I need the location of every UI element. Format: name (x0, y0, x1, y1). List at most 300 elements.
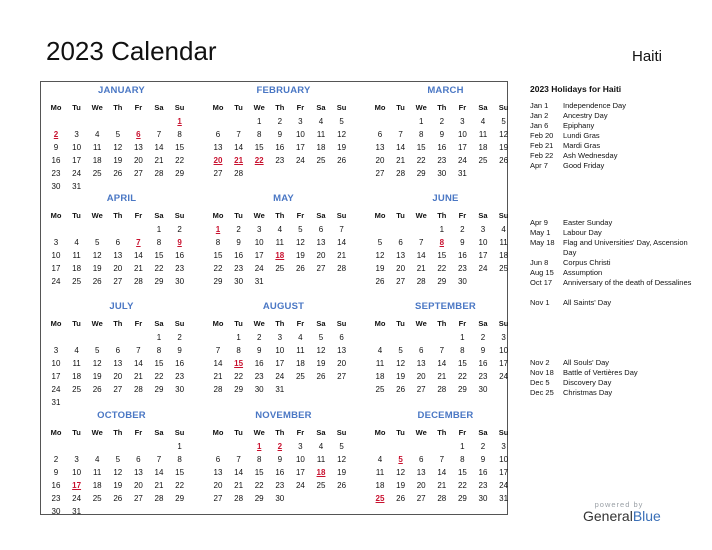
calendar-day: 25 (92, 169, 102, 178)
calendar-day: 23 (51, 169, 61, 178)
weekday-header: Mo (374, 428, 386, 437)
calendar-day: 2 (177, 333, 182, 342)
powered-by-text: powered by (594, 500, 644, 509)
calendar-day: 24 (275, 372, 285, 381)
weekday-header: We (415, 428, 427, 437)
calendar-day: 23 (254, 372, 264, 381)
calendar-day: 28 (234, 169, 244, 178)
weekday-header: Sa (478, 319, 488, 328)
calendar-day: 9 (460, 238, 465, 247)
holiday-date-text: Feb 22 (530, 151, 554, 160)
weekday-header: Th (437, 319, 447, 328)
holidays-title: 2023 Holidays for Haiti (530, 84, 622, 94)
holiday-date: 1 (177, 117, 182, 126)
weekday-header: We (253, 103, 265, 112)
weekday-header: Fr (134, 319, 143, 328)
calendar-day: 31 (499, 494, 509, 503)
month-december (371, 410, 520, 518)
calendar-day: 13 (396, 251, 406, 260)
calendar-day: 7 (156, 455, 162, 464)
calendar-day: 5 (115, 130, 121, 139)
calendar-day: 5 (377, 238, 383, 247)
calendar-day: 7 (156, 130, 162, 139)
weekday-header: Th (437, 211, 447, 220)
calendar-day: 10 (51, 251, 61, 260)
calendar-day: 23 (457, 264, 467, 273)
calendar-day: 7 (398, 130, 403, 139)
weekday-header: Fr (296, 211, 305, 220)
weekday-header: Fr (458, 103, 467, 112)
calendar-day: 14 (213, 359, 223, 368)
calendar-day: 21 (154, 481, 164, 490)
calendar-day: 2 (277, 117, 283, 126)
calendar-day: 28 (396, 169, 406, 178)
calendar-day: 6 (136, 455, 141, 464)
calendar-day: 19 (337, 143, 347, 152)
calendar-day: 3 (256, 225, 262, 234)
holiday-date: 18 (316, 468, 326, 477)
holiday-item (530, 161, 700, 171)
holiday-date: 18 (275, 251, 285, 260)
calendar-day: 1 (439, 225, 445, 234)
calendar-day: 8 (156, 238, 162, 247)
calendar-day: 24 (499, 372, 509, 381)
calendar-day: 23 (51, 494, 61, 503)
month-january (47, 85, 196, 193)
calendar-day: 4 (377, 455, 383, 464)
calendar-day: 18 (92, 481, 102, 490)
calendar-day: 28 (154, 494, 164, 503)
weekday-header: Su (174, 319, 185, 328)
calendar-day: 11 (72, 251, 81, 260)
holiday-name: All Saints' Day (563, 298, 612, 307)
calendar-day: 17 (457, 143, 467, 152)
calendar-day: 21 (234, 481, 244, 490)
holiday-name: Lundi Gras (563, 131, 600, 140)
weekday-header: We (415, 319, 427, 328)
holiday-name: Discovery Day (563, 378, 612, 387)
calendar-day: 19 (92, 372, 102, 381)
calendar-day: 17 (51, 264, 61, 273)
month-name: DECEMBER (417, 410, 474, 421)
calendar-day: 30 (234, 277, 244, 286)
calendar-day: 16 (457, 251, 467, 260)
weekday-header: We (91, 211, 103, 220)
calendar-day: 6 (318, 225, 324, 234)
weekday-header: Su (336, 211, 347, 220)
calendar-day: 10 (51, 359, 61, 368)
holiday-item (530, 121, 700, 131)
calendar-day: 9 (53, 468, 59, 477)
calendar-day: 13 (133, 143, 143, 152)
calendar-day: 11 (72, 359, 81, 368)
calendar-day: 26 (92, 277, 102, 286)
weekday-header: We (253, 319, 265, 328)
weekday-header: Th (113, 103, 123, 112)
weekday-header: Sa (478, 211, 488, 220)
calendar-day: 6 (339, 333, 344, 342)
calendar-day: 8 (215, 238, 221, 247)
month-name: MARCH (427, 85, 464, 96)
calendar-day: 4 (94, 455, 100, 464)
calendar-day: 16 (478, 359, 488, 368)
weekday-header: Tu (72, 211, 81, 220)
holiday-date-text: Oct 17 (530, 278, 553, 287)
calendar-day: 19 (375, 264, 385, 273)
calendar-day: 10 (478, 238, 488, 247)
calendar-day: 27 (337, 372, 347, 381)
calendar-day: 16 (437, 143, 447, 152)
calendar-day: 8 (460, 346, 465, 355)
calendar-day: 26 (396, 494, 406, 503)
calendar-day: 21 (133, 264, 143, 273)
calendar-day: 11 (296, 346, 305, 355)
month-name: JUNE (432, 193, 459, 204)
calendar-day: 4 (74, 238, 79, 247)
calendar-day: 9 (53, 143, 59, 152)
weekday-header: Tu (396, 428, 405, 437)
holiday-date-text: Apr 9 (530, 218, 548, 227)
holiday-date-text: Nov 2 (530, 358, 550, 367)
calendar-day: 13 (213, 143, 223, 152)
calendar-day: 17 (254, 251, 264, 260)
calendar-day: 4 (480, 117, 486, 126)
weekday-header: Mo (212, 103, 224, 112)
calendar-day: 11 (93, 468, 102, 477)
calendar-day: 14 (416, 251, 426, 260)
calendar-day: 24 (478, 264, 488, 273)
month-name: SEPTEMBER (415, 301, 476, 312)
calendar-day: 26 (337, 481, 347, 490)
calendar-day: 1 (418, 117, 424, 126)
calendar-day: 4 (318, 442, 324, 451)
holiday-date: 15 (234, 359, 244, 368)
calendar-day: 30 (175, 385, 185, 394)
calendar-day: 19 (113, 156, 123, 165)
calendar-day: 22 (234, 372, 244, 381)
calendar-day: 6 (115, 238, 121, 247)
month-name: APRIL (106, 193, 137, 204)
weekday-header: We (253, 211, 265, 220)
calendar-day: 15 (254, 143, 264, 152)
calendar-day: 1 (236, 333, 241, 342)
calendar-day: 26 (113, 169, 123, 178)
calendar-day: 1 (156, 225, 162, 234)
month-september (371, 301, 520, 409)
calendar-day: 5 (318, 333, 324, 342)
holiday-item (530, 298, 700, 308)
holiday-date: 5 (398, 455, 403, 464)
calendar-day: 21 (437, 481, 447, 490)
calendar-day: 11 (499, 238, 508, 247)
calendar-day: 17 (295, 468, 305, 477)
calendar-day: 20 (416, 481, 426, 490)
holiday-name: Good Friday (563, 161, 605, 170)
month-march (371, 85, 520, 193)
holiday-item (530, 258, 700, 268)
page-title: 2023 Calendar (46, 36, 217, 66)
holiday-name: Christmas Day (563, 388, 613, 397)
weekday-header: Th (275, 428, 285, 437)
calendar-day: 4 (277, 225, 283, 234)
calendar-day: 8 (418, 130, 424, 139)
holiday-date: 2 (277, 442, 283, 451)
calendar-day: 21 (154, 156, 164, 165)
calendar-day: 4 (501, 225, 506, 234)
holiday-item (530, 378, 700, 388)
calendar-day: 27 (375, 169, 385, 178)
calendar-day: 13 (416, 359, 426, 368)
calendar-day: 18 (316, 143, 326, 152)
calendar-day: 5 (501, 117, 506, 126)
calendar-day: 27 (113, 385, 123, 394)
calendar-day: 8 (236, 346, 241, 355)
calendar-day: 7 (439, 455, 445, 464)
calendar-day: 26 (396, 385, 406, 394)
calendar-day: 28 (416, 277, 426, 286)
calendar-day: 5 (398, 346, 403, 355)
holiday-name: Assumption (563, 268, 603, 277)
calendar-day: 29 (416, 169, 426, 178)
weekday-header: Su (174, 428, 185, 437)
calendar-day: 28 (437, 494, 447, 503)
calendar-day: 20 (133, 156, 143, 165)
calendar-day: 8 (256, 455, 262, 464)
calendar-day: 1 (256, 117, 262, 126)
calendar-day: 3 (277, 333, 283, 342)
month-august (209, 301, 358, 409)
calendar-day: 19 (337, 468, 347, 477)
month-october (47, 410, 196, 518)
calendar-day: 14 (234, 143, 244, 152)
weekday-header: Sa (154, 428, 164, 437)
calendar-day: 18 (375, 481, 385, 490)
weekday-header: We (91, 103, 103, 112)
calendar-day: 24 (499, 481, 509, 490)
calendar-day: 25 (478, 156, 488, 165)
calendar-day: 5 (94, 238, 100, 247)
holiday-item (530, 368, 700, 378)
calendar-day: 15 (154, 359, 164, 368)
calendar-day: 20 (113, 372, 123, 381)
calendar-day: 14 (154, 468, 164, 477)
calendar-day: 18 (92, 156, 102, 165)
calendar-day: 9 (236, 238, 241, 247)
calendar-day: 2 (439, 117, 445, 126)
holiday-name: Flag and Universities' Day, Ascension Day (563, 238, 688, 257)
calendar-day: 28 (437, 385, 447, 394)
calendar-day: 26 (316, 372, 326, 381)
weekday-header: Sa (478, 428, 488, 437)
calendar-day: 5 (115, 455, 121, 464)
calendar-day: 8 (177, 455, 182, 464)
calendar-day: 15 (175, 468, 185, 477)
calendar-day: 21 (133, 372, 143, 381)
calendar-day: 9 (177, 346, 182, 355)
calendar-day: 3 (53, 238, 59, 247)
weekday-header: Sa (154, 211, 164, 220)
country-name: Haiti (632, 48, 663, 65)
calendar-day: 10 (499, 455, 509, 464)
weekday-header: Th (275, 211, 285, 220)
calendar-day: 6 (418, 455, 424, 464)
weekday-header: Fr (296, 428, 305, 437)
holiday-date-text: Jan 6 (530, 121, 549, 130)
calendar-day: 22 (437, 264, 447, 273)
holiday-item (530, 101, 700, 111)
holiday-date: 25 (375, 494, 385, 503)
calendar-day: 26 (92, 385, 102, 394)
calendar-day: 20 (316, 251, 326, 260)
calendar-day: 15 (416, 143, 426, 152)
calendar-day: 9 (277, 455, 283, 464)
calendar-day: 11 (316, 130, 326, 139)
calendar-day: 30 (457, 277, 467, 286)
holiday-item (530, 228, 700, 238)
calendar-day: 15 (457, 359, 467, 368)
calendar-day: 3 (501, 333, 506, 342)
month-name: AUGUST (262, 301, 305, 312)
calendar-day: 27 (396, 277, 406, 286)
calendar-day: 15 (213, 251, 223, 260)
calendar-day: 3 (298, 117, 303, 126)
calendar-day: 4 (94, 130, 100, 139)
calendar-day: 30 (478, 385, 488, 394)
holiday-item (530, 151, 700, 161)
month-name: JULY (109, 301, 134, 312)
calendar-day: 11 (478, 130, 488, 139)
weekday-header: Mo (50, 211, 62, 220)
calendar-day: 10 (499, 346, 509, 355)
holiday-date: 2 (53, 130, 59, 139)
calendar-day: 20 (133, 481, 143, 490)
calendar-day: 3 (74, 130, 79, 139)
holiday-date: 20 (213, 156, 223, 165)
calendar-day: 25 (316, 481, 326, 490)
calendar-day: 19 (316, 359, 326, 368)
brand-name-part2: Blue (632, 508, 661, 524)
calendar-day: 31 (457, 169, 467, 178)
weekday-header: Th (113, 428, 123, 437)
calendar-day: 5 (339, 117, 344, 126)
weekday-header: Mo (374, 319, 386, 328)
calendar-day: 7 (439, 346, 445, 355)
calendar-day: 23 (275, 481, 285, 490)
weekday-header: We (253, 428, 265, 437)
weekday-header: Fr (458, 428, 467, 437)
calendar-day: 22 (175, 481, 185, 490)
holiday-date-text: May 1 (530, 228, 551, 237)
month-november (209, 410, 358, 518)
calendar-day: 4 (298, 333, 303, 342)
weekday-header: Sa (316, 428, 326, 437)
calendar-day: 28 (337, 264, 347, 273)
calendar-day: 12 (316, 346, 326, 355)
calendar-day: 27 (416, 385, 426, 394)
calendar-day: 13 (337, 346, 347, 355)
weekday-header: Th (437, 428, 447, 437)
calendar-day: 27 (213, 494, 223, 503)
calendar-day: 24 (72, 169, 82, 178)
calendar-day: 26 (375, 277, 385, 286)
calendar-day: 27 (113, 277, 123, 286)
calendar-day: 28 (133, 385, 143, 394)
calendar-day: 22 (175, 156, 185, 165)
calendar-day: 18 (72, 264, 82, 273)
calendar-day: 13 (416, 468, 426, 477)
holiday-name: Anniversary of the death of Dessalines (563, 278, 692, 287)
calendar-day: 25 (72, 277, 82, 286)
calendar-day: 6 (115, 346, 121, 355)
calendar-day: 10 (254, 238, 264, 247)
calendar-day: 17 (72, 156, 82, 165)
calendar-day: 27 (416, 494, 426, 503)
calendar-day: 12 (113, 143, 123, 152)
weekday-header: Fr (296, 103, 305, 112)
weekday-header: Th (113, 211, 123, 220)
calendar-day: 7 (339, 225, 344, 234)
holiday-name: Easter Sunday (563, 218, 613, 227)
weekday-header: Mo (212, 319, 224, 328)
weekday-header: Mo (374, 103, 386, 112)
calendar-day: 22 (213, 264, 223, 273)
weekday-header: Fr (134, 428, 143, 437)
weekday-header: Tu (72, 428, 81, 437)
calendar-day: 20 (113, 264, 123, 273)
holiday-date-text: Jan 1 (530, 101, 549, 110)
calendar-day: 1 (156, 333, 162, 342)
calendar-day: 22 (254, 481, 264, 490)
calendar-day: 17 (478, 251, 488, 260)
holiday-date-text: May 18 (530, 238, 555, 247)
holiday-item (530, 358, 700, 368)
calendar-day: 16 (51, 156, 61, 165)
calendar-day: 5 (94, 346, 100, 355)
calendar-day: 8 (256, 130, 262, 139)
calendar-day: 6 (398, 238, 403, 247)
weekday-header: Tu (234, 319, 243, 328)
calendar-day: 9 (480, 346, 486, 355)
calendar-day: 25 (92, 494, 102, 503)
weekday-header: Tu (234, 211, 243, 220)
calendar-day: 9 (277, 130, 283, 139)
holiday-date-text: Apr 7 (530, 161, 548, 170)
holiday-name: Corpus Christi (563, 258, 611, 267)
calendar-day: 3 (460, 117, 465, 126)
calendar-day: 13 (316, 238, 326, 247)
calendar-day: 30 (51, 182, 61, 191)
brand-logo (583, 500, 673, 524)
weekday-header: Sa (478, 103, 488, 112)
calendar-day: 28 (234, 494, 244, 503)
calendar-day: 9 (439, 130, 445, 139)
calendar-day: 24 (457, 156, 467, 165)
weekday-header: Mo (212, 428, 224, 437)
calendar-day: 10 (295, 455, 305, 464)
calendar-day: 7 (215, 346, 221, 355)
calendar-day: 2 (480, 333, 486, 342)
calendar-day: 2 (256, 333, 262, 342)
weekday-header: Sa (154, 103, 164, 112)
weekday-header: Fr (458, 211, 467, 220)
calendar-day: 30 (275, 494, 285, 503)
calendar-day: 31 (275, 385, 285, 394)
calendar-day: 7 (236, 130, 241, 139)
month-name: OCTOBER (97, 410, 146, 421)
weekday-header: Tu (396, 103, 405, 112)
holiday-date-text: Feb 20 (530, 131, 554, 140)
holiday-name: Ash Wednesday (563, 151, 618, 160)
